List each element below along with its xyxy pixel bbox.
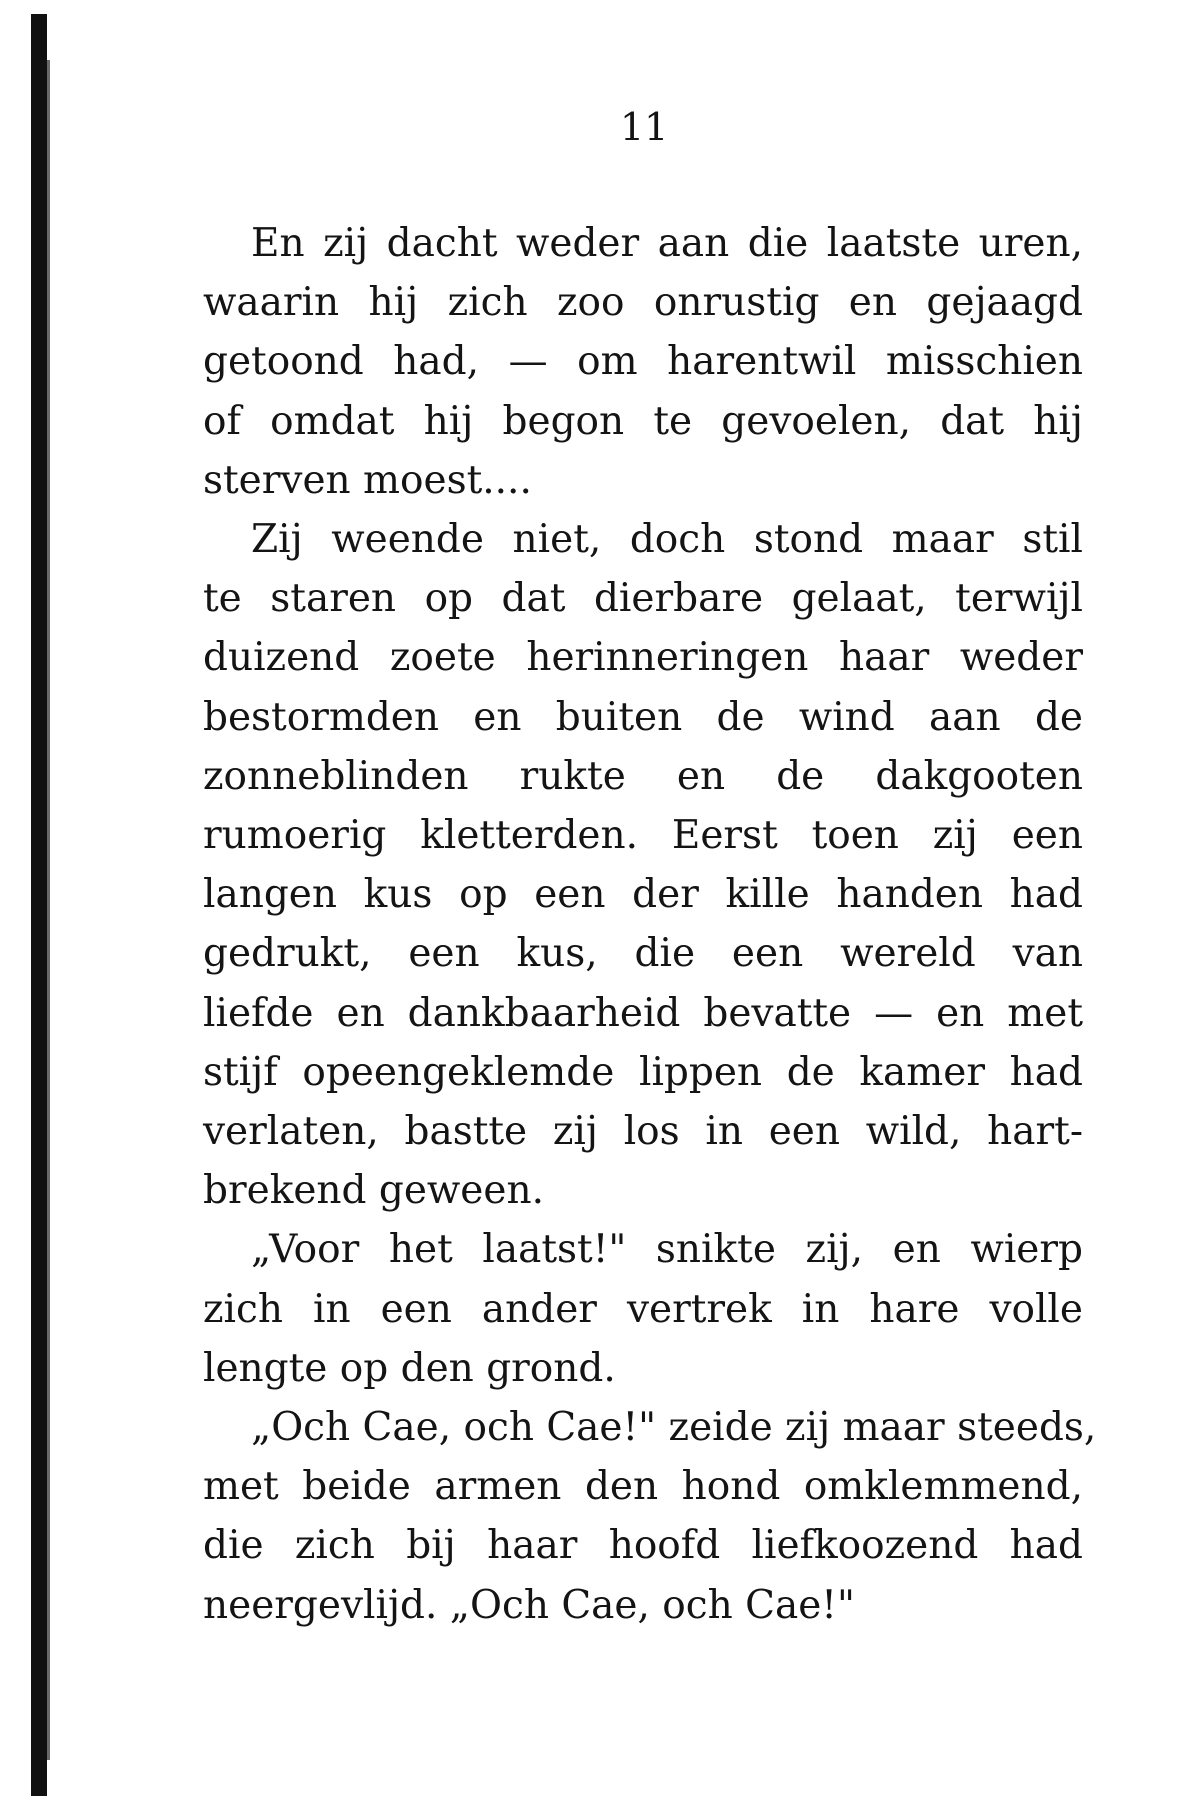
text-line: liefde en dankbaarheid bevatte — en met (203, 990, 1083, 1036)
text-line: sterven moest.... (203, 457, 532, 503)
text-line: verlaten, bastte zij los in een wild, hart- (203, 1109, 1083, 1155)
text-line: brekend geween. (203, 1168, 544, 1214)
text-line: lengte op den grond. (203, 1345, 616, 1391)
book-binding-shadow (47, 60, 50, 1760)
text-line: of omdat hij begon te gevoelen, dat hij (203, 398, 1083, 444)
page-number: 11 (620, 105, 669, 149)
text-line: neergevlijd. „Och Cae, och Cae!" (203, 1582, 855, 1628)
text-line: zich in een ander vertrek in hare volle (203, 1286, 1083, 1332)
text-line: met beide armen den hond omklemmend, (203, 1464, 1083, 1510)
text-line: „Voor het laatst!" snikte zij, en wierp (251, 1227, 1083, 1273)
text-line: stijf opeengeklemde lippen de kamer had (203, 1049, 1083, 1095)
text-line: Zij weende niet, doch stond maar stil (251, 517, 1083, 563)
text-line: duizend zoete herinneringen haar weder (203, 635, 1083, 681)
text-line: „Och Cae, och Cae!" zeide zij maar steeds, (251, 1405, 1097, 1451)
text-line: En zij dacht weder aan die laatste uren, (251, 221, 1083, 266)
text-line: die zich bij haar hoofd liefkoozend had (203, 1523, 1083, 1569)
text-line: bestormden en buiten de wind aan de (203, 694, 1083, 740)
body-text (203, 214, 1097, 1635)
text-line: langen kus op een der kille handen had (203, 872, 1083, 918)
text-line: zonneblinden rukte en de dakgooten (203, 753, 1083, 799)
text-line: getoond had, — om harentwil misschien (203, 339, 1083, 385)
text-line: waarin hij zich zoo onrustig en gejaagd (203, 280, 1083, 326)
book-binding-edge (31, 14, 47, 1796)
text-line: rumoerig kletterden. Eerst toen zij een (203, 813, 1083, 859)
text-line: te staren op dat dierbare gelaat, terwijl (203, 576, 1083, 622)
text-line: gedrukt, een kus, die een wereld van (203, 931, 1083, 977)
